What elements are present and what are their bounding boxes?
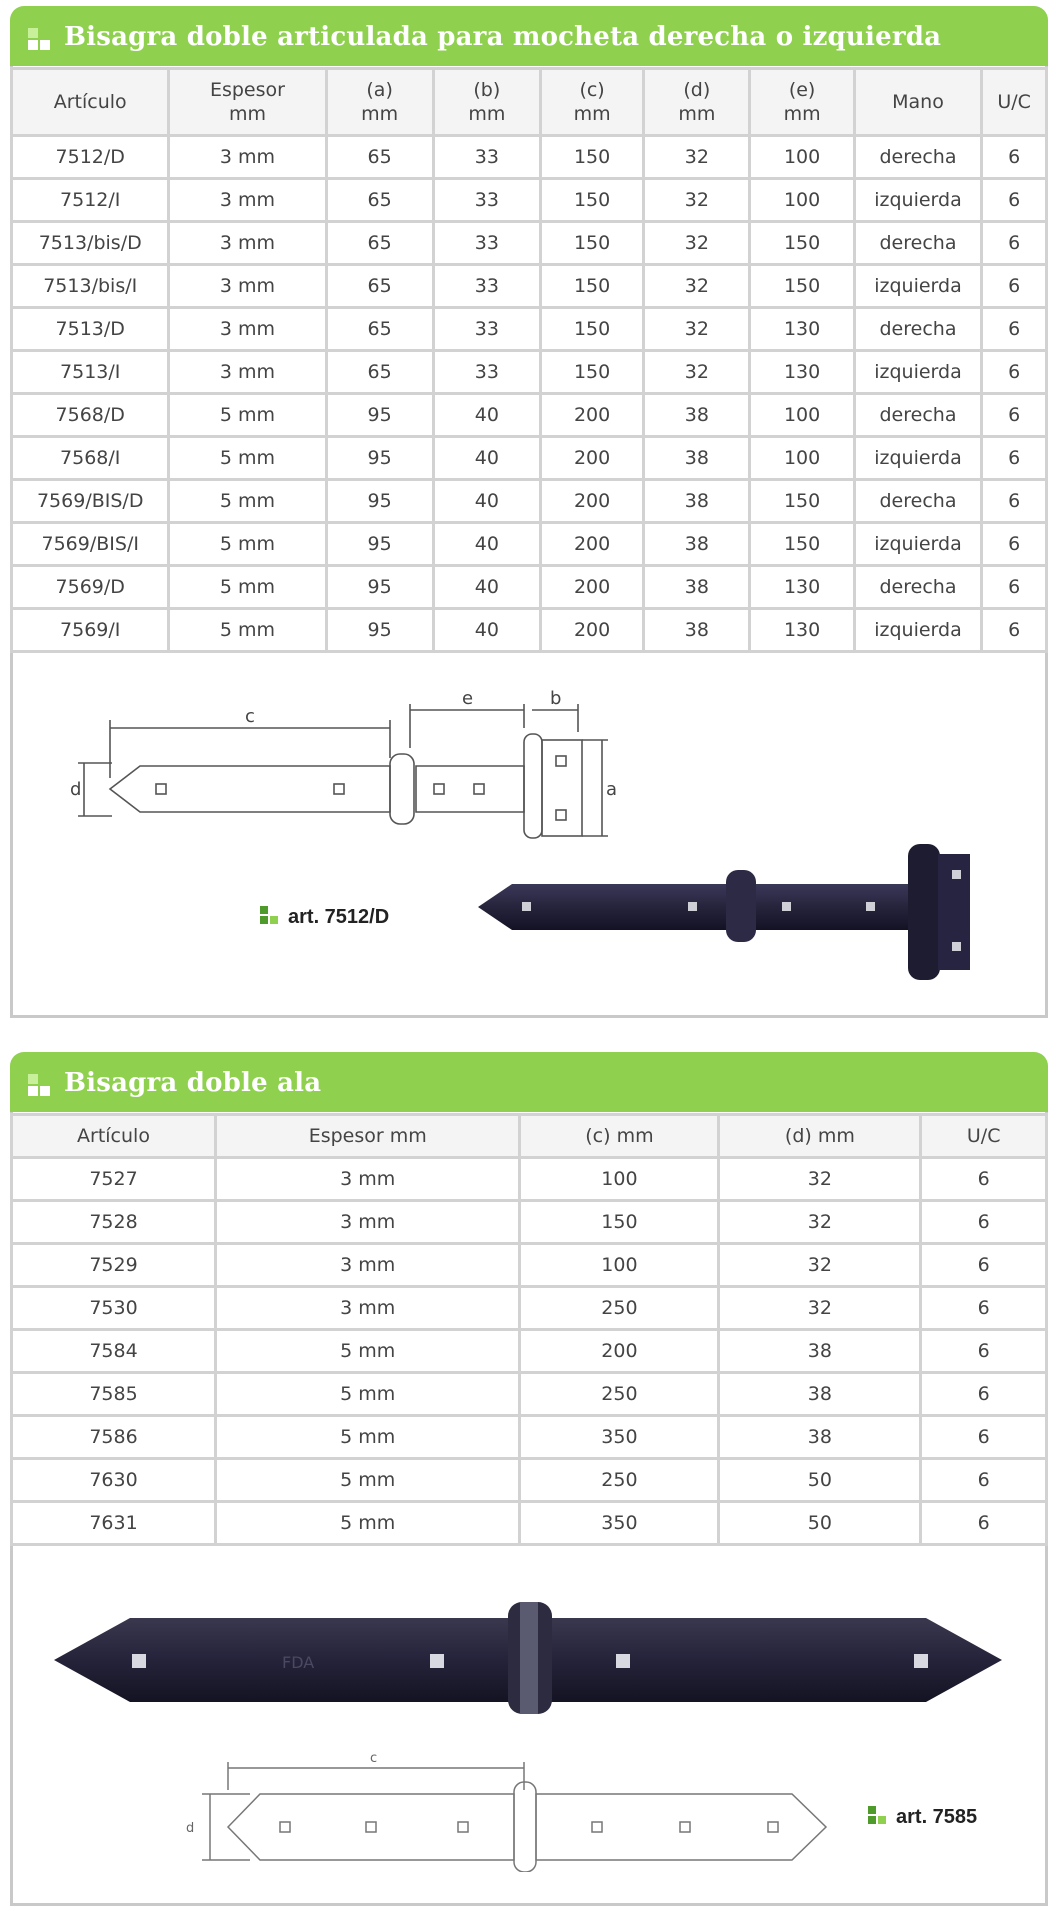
table-row (13, 610, 1045, 650)
section2-header (10, 1052, 1048, 1114)
table-cell: izquierda (856, 610, 981, 650)
table-cell: 40 (435, 567, 539, 607)
table-cell: 65 (328, 309, 432, 349)
column-header (983, 70, 1045, 134)
table-cell: 7530 (13, 1288, 214, 1328)
table-row (13, 352, 1045, 392)
section1-caption: art. 7512/D (288, 906, 390, 928)
table-cell: 65 (328, 352, 432, 392)
table-row (13, 1374, 1045, 1414)
table-cell: 33 (435, 137, 539, 177)
column-header: Espesor mm (217, 1116, 518, 1156)
table-cell: 40 (435, 524, 539, 564)
table-cell: 33 (435, 309, 539, 349)
table-row (13, 309, 1045, 349)
table-cell: 38 (645, 524, 748, 564)
column-header-line: (e) (788, 79, 816, 101)
table-cell: 7513/I (13, 352, 167, 392)
table-cell: 350 (521, 1417, 717, 1457)
column-header-line: (a) (366, 79, 393, 101)
caption-bullet-icon (260, 906, 280, 926)
table-row (13, 180, 1045, 220)
table-cell: 7528 (13, 1202, 214, 1242)
dim-label-d: d (70, 779, 82, 800)
section1-title: Bisagra doble articulada para mocheta derecha o izquierda (64, 22, 942, 52)
column-header (645, 70, 748, 134)
table-cell: izquierda (856, 180, 981, 220)
table-cell: 32 (645, 137, 748, 177)
table-cell: 7631 (13, 1503, 214, 1543)
column-header: U/C (922, 1116, 1045, 1156)
table-cell: 150 (542, 266, 642, 306)
table-row (13, 1331, 1045, 1371)
table-cell: 200 (542, 395, 642, 435)
column-header (328, 70, 432, 134)
table-cell: 150 (542, 309, 642, 349)
table-cell: 3 mm (170, 137, 324, 177)
section1-header (10, 6, 1048, 68)
table-row (13, 438, 1045, 478)
table-cell: 200 (542, 610, 642, 650)
table-cell: 7585 (13, 1374, 214, 1414)
column-header-line: (c) (579, 79, 605, 101)
column-header (13, 70, 167, 134)
table-cell: derecha (856, 309, 981, 349)
table-row (13, 1503, 1045, 1543)
table-cell: 200 (521, 1331, 717, 1371)
table-cell: 100 (751, 395, 852, 435)
column-header (435, 70, 539, 134)
table-cell: 32 (720, 1245, 919, 1285)
section2-caption: art. 7585 (896, 1806, 978, 1828)
column-header-line: U/C (997, 91, 1031, 113)
table-cell: 6 (922, 1331, 1045, 1371)
section2-product-photo (50, 1598, 1010, 1718)
table-cell: 40 (435, 395, 539, 435)
table-header-row (13, 1116, 1045, 1156)
table-cell: 200 (542, 567, 642, 607)
table-cell: 38 (645, 395, 748, 435)
table-cell: izquierda (856, 438, 981, 478)
table-cell: 7584 (13, 1331, 214, 1371)
table-cell: 32 (645, 180, 748, 220)
section2-title: Bisagra doble ala (64, 1068, 322, 1098)
column-header (542, 70, 642, 134)
table-cell: 32 (720, 1159, 919, 1199)
table-cell: 65 (328, 180, 432, 220)
bullet-squares-icon (28, 1074, 50, 1096)
table-row (13, 1288, 1045, 1328)
table-row (13, 266, 1045, 306)
table-cell: 32 (645, 352, 748, 392)
column-header-line: Mano (892, 91, 944, 113)
table-row (13, 137, 1045, 177)
table-cell: 5 mm (170, 438, 324, 478)
table-cell: derecha (856, 481, 981, 521)
table-cell: 7586 (13, 1417, 214, 1457)
table-cell: 150 (751, 266, 852, 306)
table-cell: 6 (922, 1245, 1045, 1285)
table-cell: 95 (328, 481, 432, 521)
table-cell: 6 (922, 1503, 1045, 1543)
table-cell: 7512/I (13, 180, 167, 220)
table-row (13, 1245, 1045, 1285)
table-cell: 38 (720, 1417, 919, 1457)
table-cell: derecha (856, 137, 981, 177)
table-cell: 150 (751, 481, 852, 521)
table-cell: 150 (521, 1202, 717, 1242)
column-header-line: mm (228, 103, 266, 125)
table-cell: 3 mm (217, 1159, 518, 1199)
section1-product-photo (470, 832, 970, 992)
table-cell: 38 (645, 567, 748, 607)
table-cell: 250 (521, 1288, 717, 1328)
table-cell: 40 (435, 610, 539, 650)
table-cell: 7568/I (13, 438, 167, 478)
table-cell: 3 mm (170, 223, 324, 263)
table-cell: 38 (720, 1374, 919, 1414)
table-cell: 6 (983, 137, 1045, 177)
column-header-line: (b) (473, 79, 501, 101)
column-header: Artículo (13, 1116, 214, 1156)
table-cell: 6 (983, 481, 1045, 521)
section2-table (10, 1113, 1048, 1546)
table-cell: 32 (645, 266, 748, 306)
table-row (13, 1159, 1045, 1199)
table-cell: 5 mm (170, 481, 324, 521)
column-header-line: mm (468, 103, 506, 125)
column-header-line: (d) (683, 79, 711, 101)
table-row (13, 481, 1045, 521)
table-cell: 100 (521, 1159, 717, 1199)
table-cell: 150 (542, 352, 642, 392)
table-cell: 7569/BIS/I (13, 524, 167, 564)
table-cell: 6 (983, 180, 1045, 220)
table-cell: derecha (856, 567, 981, 607)
table-cell: 95 (328, 610, 432, 650)
section2-technical-drawing (180, 1752, 850, 1872)
caption-bullet-icon (868, 1806, 888, 1826)
table-cell: 6 (983, 395, 1045, 435)
table-cell: 7569/D (13, 567, 167, 607)
table-cell: 3 mm (217, 1288, 518, 1328)
dim-label-c: c (245, 706, 255, 727)
table-row (13, 1417, 1045, 1457)
table-cell: 6 (983, 567, 1045, 607)
table-cell: 150 (542, 137, 642, 177)
table-cell: 38 (645, 438, 748, 478)
table-row (13, 223, 1045, 263)
table-cell: 130 (751, 309, 852, 349)
table-cell: 6 (983, 309, 1045, 349)
table-cell: 33 (435, 352, 539, 392)
table-cell: 95 (328, 524, 432, 564)
column-header-line: Artículo (53, 91, 127, 113)
photo-stamp-text: FDA (282, 1653, 315, 1672)
table-cell: 40 (435, 438, 539, 478)
table-cell: 6 (983, 524, 1045, 564)
table-cell: 250 (521, 1460, 717, 1500)
table-cell: 6 (983, 223, 1045, 263)
table-cell: 130 (751, 352, 852, 392)
column-header (856, 70, 981, 134)
table-row (13, 524, 1045, 564)
table-cell: 150 (542, 180, 642, 220)
table-cell: 5 mm (217, 1374, 518, 1414)
table-cell: 38 (645, 481, 748, 521)
table-cell: 200 (542, 524, 642, 564)
table-cell: 5 mm (217, 1331, 518, 1371)
bullet-squares-icon (28, 28, 50, 50)
table-cell: 100 (751, 438, 852, 478)
table-cell: 33 (435, 223, 539, 263)
table-cell: 65 (328, 223, 432, 263)
table-cell: 38 (720, 1331, 919, 1371)
table-cell: 40 (435, 481, 539, 521)
table-cell: 65 (328, 137, 432, 177)
table-cell: 200 (542, 438, 642, 478)
table-cell: 5 mm (217, 1417, 518, 1457)
dim-label-c: c (370, 1752, 378, 1766)
table-cell: 3 mm (170, 180, 324, 220)
table-cell: 3 mm (217, 1245, 518, 1285)
table-cell: 7512/D (13, 137, 167, 177)
dim-label-e: e (462, 688, 474, 709)
table-cell: 5 mm (170, 567, 324, 607)
table-cell: 5 mm (217, 1503, 518, 1543)
dim-label-b: b (550, 688, 562, 709)
table-cell: 150 (751, 524, 852, 564)
column-header (170, 70, 324, 134)
dim-label-d: d (186, 1821, 195, 1836)
table-cell: izquierda (856, 524, 981, 564)
table-cell: 6 (983, 610, 1045, 650)
table-cell: 95 (328, 438, 432, 478)
column-header-line: Espesor (209, 79, 285, 101)
table-row (13, 395, 1045, 435)
table-cell: 6 (922, 1374, 1045, 1414)
table-cell: 350 (521, 1503, 717, 1543)
table-cell: 150 (751, 223, 852, 263)
table-cell: 3 mm (170, 309, 324, 349)
table-cell: 32 (645, 223, 748, 263)
column-header: (c) mm (521, 1116, 717, 1156)
table-cell: 150 (542, 223, 642, 263)
table-cell: 7569/I (13, 610, 167, 650)
table-row (13, 1460, 1045, 1500)
table-cell: 33 (435, 180, 539, 220)
table-cell: 7568/D (13, 395, 167, 435)
table-cell: izquierda (856, 266, 981, 306)
column-header-line: mm (678, 103, 716, 125)
table-cell: 65 (328, 266, 432, 306)
table-cell: 6 (983, 352, 1045, 392)
table-cell: 50 (720, 1460, 919, 1500)
table-header-row (13, 70, 1045, 134)
section1-table (10, 67, 1048, 653)
table-cell: 7513/bis/I (13, 266, 167, 306)
table-cell: 5 mm (170, 610, 324, 650)
dim-label-a: a (606, 779, 618, 800)
table-cell: 32 (720, 1202, 919, 1242)
table-row (13, 1202, 1045, 1242)
table-cell: 32 (720, 1288, 919, 1328)
table-cell: 7569/BIS/D (13, 481, 167, 521)
table-cell: 3 mm (170, 352, 324, 392)
table-cell: derecha (856, 223, 981, 263)
column-header (751, 70, 852, 134)
column-header-line: mm (783, 103, 821, 125)
table-cell: 130 (751, 610, 852, 650)
table-cell: izquierda (856, 352, 981, 392)
table-cell: 6 (922, 1417, 1045, 1457)
table-cell: 6 (983, 266, 1045, 306)
table-cell: 7527 (13, 1159, 214, 1199)
table-cell: 32 (645, 309, 748, 349)
table-cell: 6 (922, 1202, 1045, 1242)
table-cell: 6 (922, 1460, 1045, 1500)
table-cell: 7529 (13, 1245, 214, 1285)
table-cell: 200 (542, 481, 642, 521)
table-cell: 50 (720, 1503, 919, 1543)
table-cell: 3 mm (170, 266, 324, 306)
column-header-line: mm (361, 103, 399, 125)
table-cell: derecha (856, 395, 981, 435)
column-header: (d) mm (720, 1116, 919, 1156)
table-cell: 38 (645, 610, 748, 650)
table-cell: 95 (328, 395, 432, 435)
table-cell: 100 (521, 1245, 717, 1285)
table-cell: 5 mm (170, 524, 324, 564)
table-cell: 5 mm (170, 395, 324, 435)
table-cell: 95 (328, 567, 432, 607)
table-cell: 3 mm (217, 1202, 518, 1242)
table-cell: 7630 (13, 1460, 214, 1500)
table-cell: 7513/bis/D (13, 223, 167, 263)
table-cell: 7513/D (13, 309, 167, 349)
table-cell: 6 (922, 1159, 1045, 1199)
table-cell: 250 (521, 1374, 717, 1414)
table-cell: 33 (435, 266, 539, 306)
table-cell: 130 (751, 567, 852, 607)
table-cell: 100 (751, 180, 852, 220)
table-cell: 6 (922, 1288, 1045, 1328)
column-header-line: mm (573, 103, 611, 125)
table-cell: 6 (983, 438, 1045, 478)
table-cell: 5 mm (217, 1460, 518, 1500)
table-cell: 100 (751, 137, 852, 177)
table-row (13, 567, 1045, 607)
